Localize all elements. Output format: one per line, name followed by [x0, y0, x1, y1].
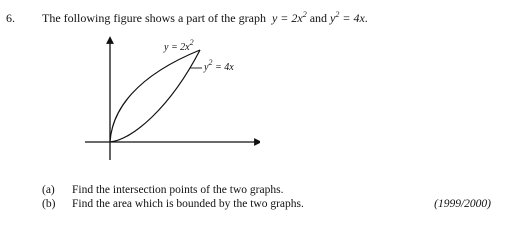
part-b-label: (b)	[42, 198, 56, 210]
part-a-label: (a)	[42, 184, 55, 196]
curve2-label-base: y	[204, 62, 209, 73]
source-year: (1999/2000)	[434, 198, 491, 210]
parabola-curve	[110, 50, 200, 142]
stem-suffix: .	[364, 11, 368, 25]
part-b-text: Find the area which is bounded by the two graphs.	[72, 198, 304, 210]
equation-1-base: y = 2x	[271, 11, 303, 25]
part-a	[42, 184, 283, 196]
graph-svg	[80, 36, 260, 166]
sideways-parabola-curve	[110, 50, 200, 142]
curve1-label-base: y = 2x	[164, 42, 190, 53]
equation-2	[330, 11, 365, 25]
curve1-label-exponent: 2	[189, 38, 194, 47]
curve2-label-exponent: 2	[208, 58, 213, 67]
stem-prefix: The following figure shows a part of the graph	[42, 11, 266, 25]
curve2-label-rhs: = 4x	[212, 62, 234, 73]
stem-conjunction: and	[309, 11, 328, 25]
equation-1-exponent: 2	[302, 10, 307, 19]
equation-2-base: y	[330, 11, 336, 25]
equation-2-rhs: = 4x	[339, 11, 365, 25]
part-a-text: Find the intersection points of the two graphs.	[72, 184, 284, 196]
equation-2-exponent: 2	[335, 10, 340, 19]
part-b	[42, 198, 304, 210]
graph-figure	[80, 36, 260, 166]
curve1-label	[164, 38, 194, 53]
curve2-label	[204, 58, 234, 73]
equation-1	[269, 11, 307, 25]
question-stem	[42, 11, 368, 26]
question-number: 6.	[6, 11, 15, 25]
